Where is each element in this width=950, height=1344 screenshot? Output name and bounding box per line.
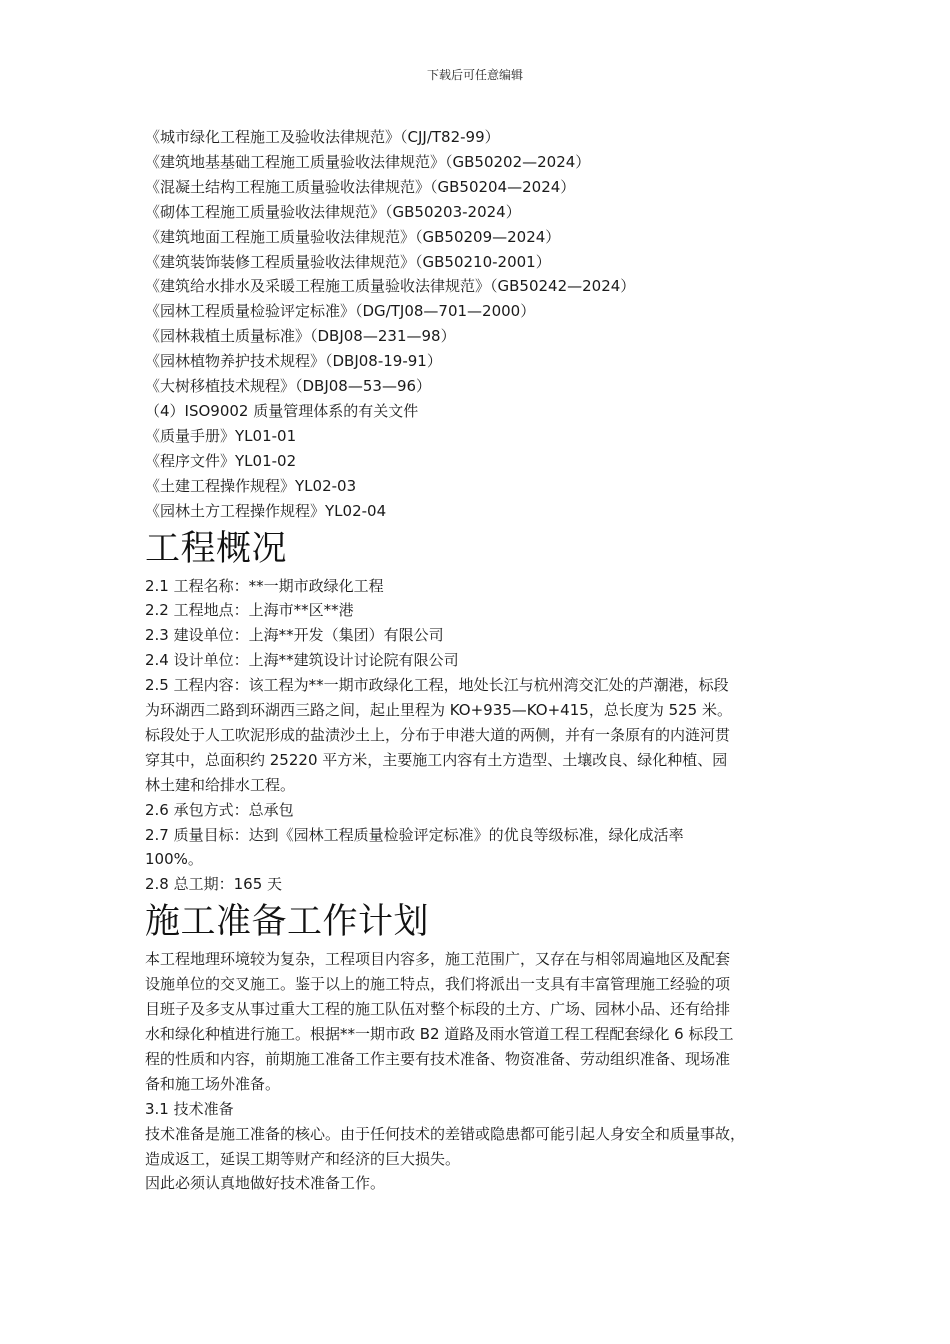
project-quality: 2.7 质量目标：达到《园林工程质量检验评定标准》的优良等级标准，绿化成活率 100%。 [145, 825, 684, 869]
standard-item: 《混凝土结构工程施工质量验收法律规范》（GB50204—2024） [145, 177, 576, 196]
standard-item: 《建筑地面工程施工质量验收法律规范》（GB50209—2024） [145, 227, 561, 246]
project-designer: 2.4 设计单位：上海**建筑设计讨论院有限公司 [145, 651, 459, 670]
tech-prep-title: 3.1 技术准备 [145, 1099, 234, 1118]
standard-item: 《城市绿化工程施工及验收法律规范》（CJJ/T82-99） [145, 128, 500, 146]
standard-item: 《园林栽植土质量标准》（DBJ08—231—98） [145, 327, 456, 346]
project-content: 2.5 工程内容：该工程为**一期市政绿化工程，地处长江与杭州湾交汇处的芦潮港，标段 为环湖西二路到环湖西三路之间，起止里程为 KO+935—KO+415，总长度为 525 米。 标段处于人工吹泥形成的盐渍沙土上，分布于申港大道的两侧，并有一条原有的内涟河贯 穿其中，总面积约 25220 平方米，主要施工内容有土方造型、土壤改良、绿化种植、园 林土建和给排水工程。 [145, 676, 732, 794]
project-client: 2.3 建设单位：上海**开发（集团）有限公司 [145, 626, 444, 645]
standard-item: 《建筑给水排水及采暖工程施工质量验收法律规范》（GB50242—2024） [145, 277, 636, 296]
tech-prep-text: 技术准备是施工准备的核心。由于任何技术的差错或隐患都可能引起人身安全和质量事故， 造成返工，延误工期等财产和经济的巨大损失。 [145, 1124, 746, 1168]
tech-prep-conclusion: 因此必须认真地做好技术准备工作。 [145, 1174, 386, 1193]
iso-section [145, 399, 810, 524]
standard-item: 《建筑装饰装修工程质量验收法律规范》（GB50210-2001） [145, 252, 551, 271]
standard-item: 《园林植物养护技术规程》（DBJ08-19-91） [145, 352, 442, 371]
iso-item: 《程序文件》YL01-02 [145, 451, 297, 470]
project-duration: 2.8 总工期：165 天 [145, 875, 283, 894]
preparation-heading: 施工准备工作计划 [145, 902, 430, 943]
document-body [145, 125, 810, 1196]
iso-title: （4）ISO9002 质量管理体系的有关文件 [145, 401, 419, 420]
standards-list [145, 125, 810, 399]
iso-item: 《土建工程操作规程》YL02-03 [145, 476, 357, 495]
preparation-section [145, 947, 810, 1196]
standard-item: 《砌体工程施工质量验收法律规范》（GB50203-2024） [145, 202, 521, 221]
iso-item: 《园林土方工程操作规程》YL02-04 [145, 501, 387, 520]
iso-item: 《质量手册》YL01-01 [145, 426, 297, 445]
project-name: 2.1 工程名称：**一期市政绿化工程 [145, 576, 384, 595]
project-contract: 2.6 承包方式：总承包 [145, 800, 294, 819]
standard-item: 《园林工程质量检验评定标准》（DG/TJ08—701—2000） [145, 302, 536, 321]
standard-item: 《大树移植技术规程》（DBJ08—53—96） [145, 377, 432, 396]
standard-item: 《建筑地基基础工程施工质量验收法律规范》（GB50202—2024） [145, 152, 591, 171]
overview-section [145, 574, 810, 898]
page-header: 下载后可任意编辑 [426, 68, 523, 82]
preparation-intro: 本工程地理环境较为复杂，工程项目内容多，施工范围广，又存在与相邻周遍地区及配套 设施单位的交叉施工。鉴于以上的施工特点，我们将派出一支具有丰富管理施工经验的项 目班子及多支从事过重大工程的施工队伍对整个标段的土方、广场、园林小品、还有给排 水和绿化种植进行施工。根据**一期市政 B2 道路及雨水管道工程工程配套绿化 6 标段工 程的性质和内容，前期施工准备工作主要有技术准备、物资准备、劳动组织准备、现场准 备和施工场外准备。 [145, 950, 734, 1093]
overview-heading: 工程概况 [145, 528, 288, 569]
project-location: 2.2 工程地点：上海市**区**港 [145, 601, 354, 620]
